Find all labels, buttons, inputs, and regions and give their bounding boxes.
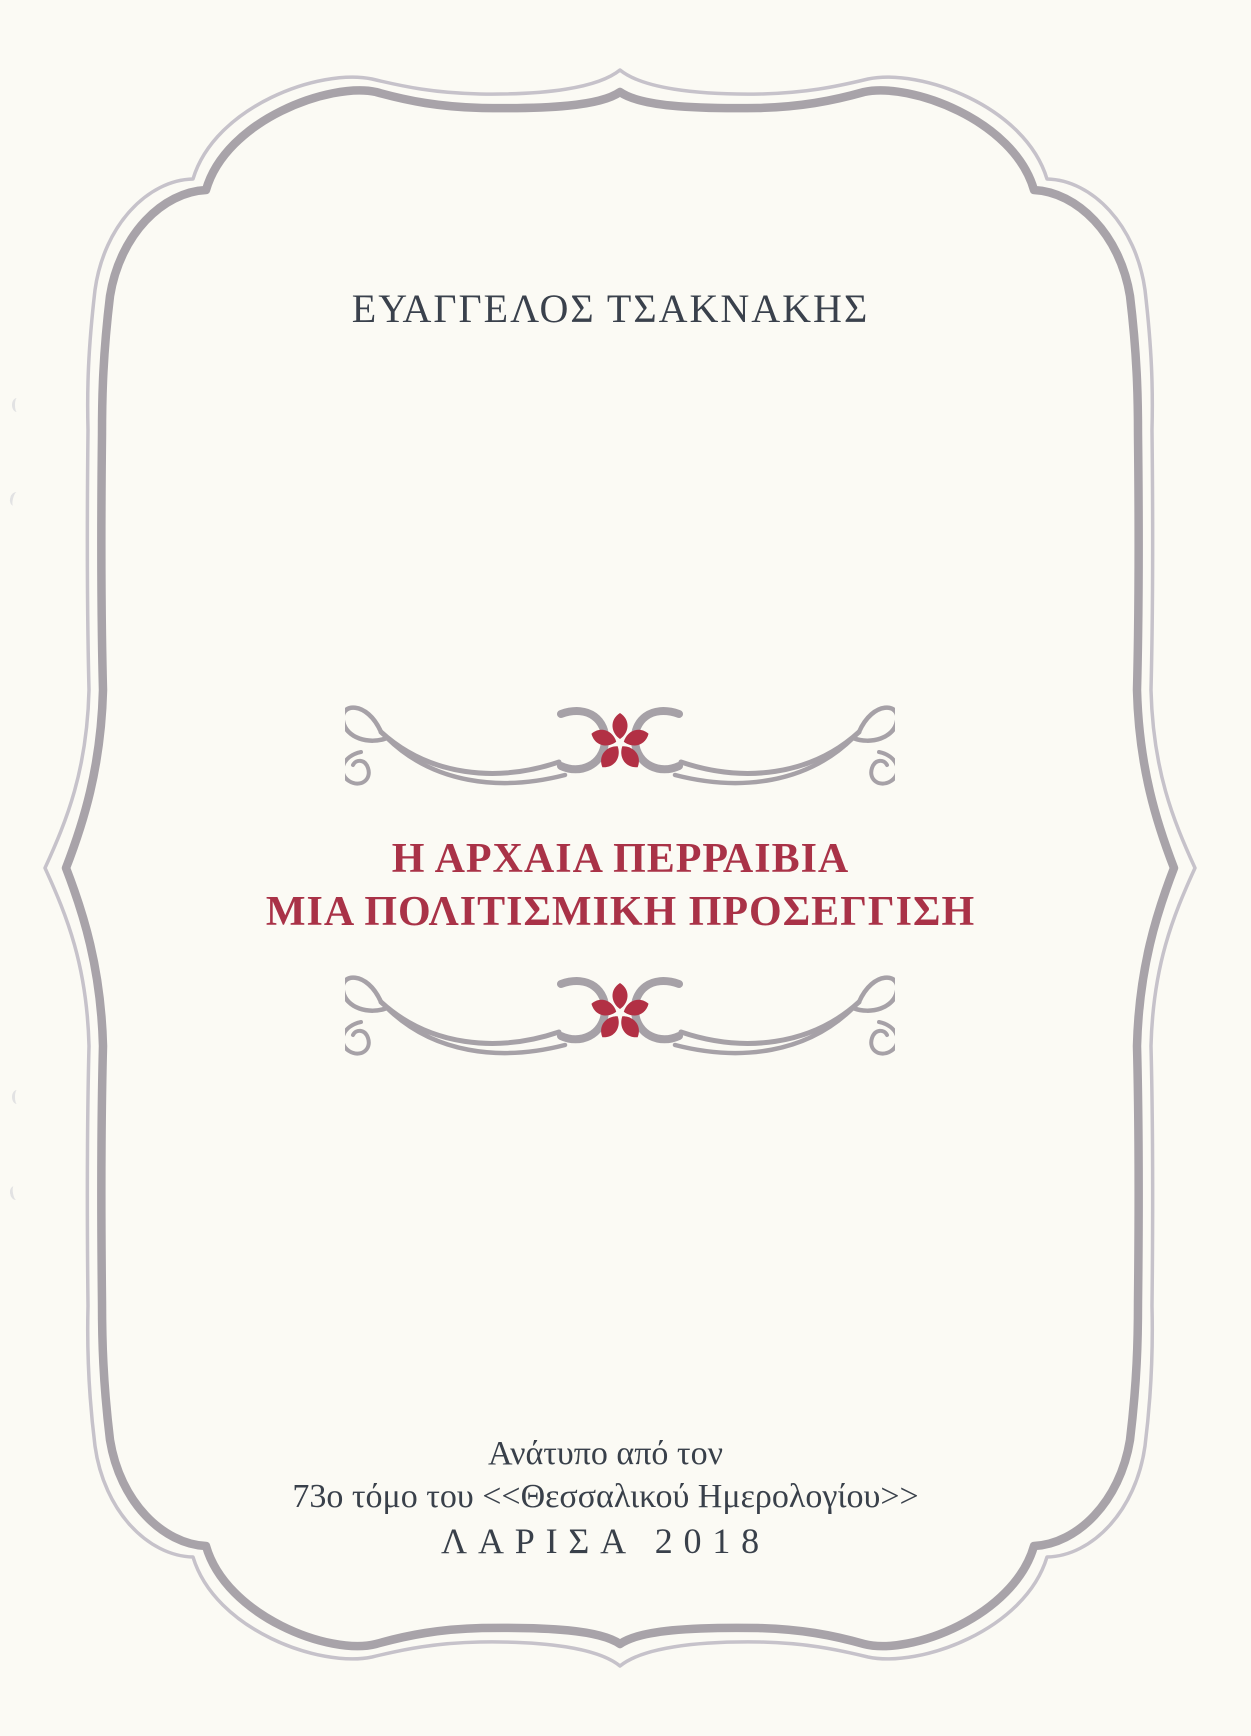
scan-artifact xyxy=(12,1090,22,1104)
imprint-reprint-note: Ανάτυπο από τον xyxy=(488,1435,723,1472)
scan-artifact xyxy=(9,1185,21,1201)
scan-artifact xyxy=(12,398,22,412)
flourish-ornament-bottom xyxy=(345,958,895,1070)
scan-artifact xyxy=(8,491,21,507)
book-title-line-1: Η ΑΡΧΑΙΑ ΠΕΡΡΑΙΒΙΑ xyxy=(391,836,850,882)
book-title-line-2: ΜΙΑ ΠΟΛΙΤΙΣΜΙΚΗ ΠΡΟΣΕΓΓΙΣΗ xyxy=(265,889,976,935)
author-name: ΕΥΑΓΓΕΛΟΣ ΤΣΑΚΝΑΚΗΣ xyxy=(351,286,870,331)
flower-icon xyxy=(345,708,895,784)
imprint-place-year: ΛΑΡΙΣΑ 2018 xyxy=(441,1521,770,1561)
flower-icon xyxy=(345,978,895,1054)
imprint-block xyxy=(0,1432,1211,1564)
book-title xyxy=(0,833,1241,939)
flourish-ornament-top xyxy=(345,688,895,800)
imprint-volume-note: 73ο τόμο του <<Θεσσαλικού Ημερολογίου>> xyxy=(292,1478,919,1515)
